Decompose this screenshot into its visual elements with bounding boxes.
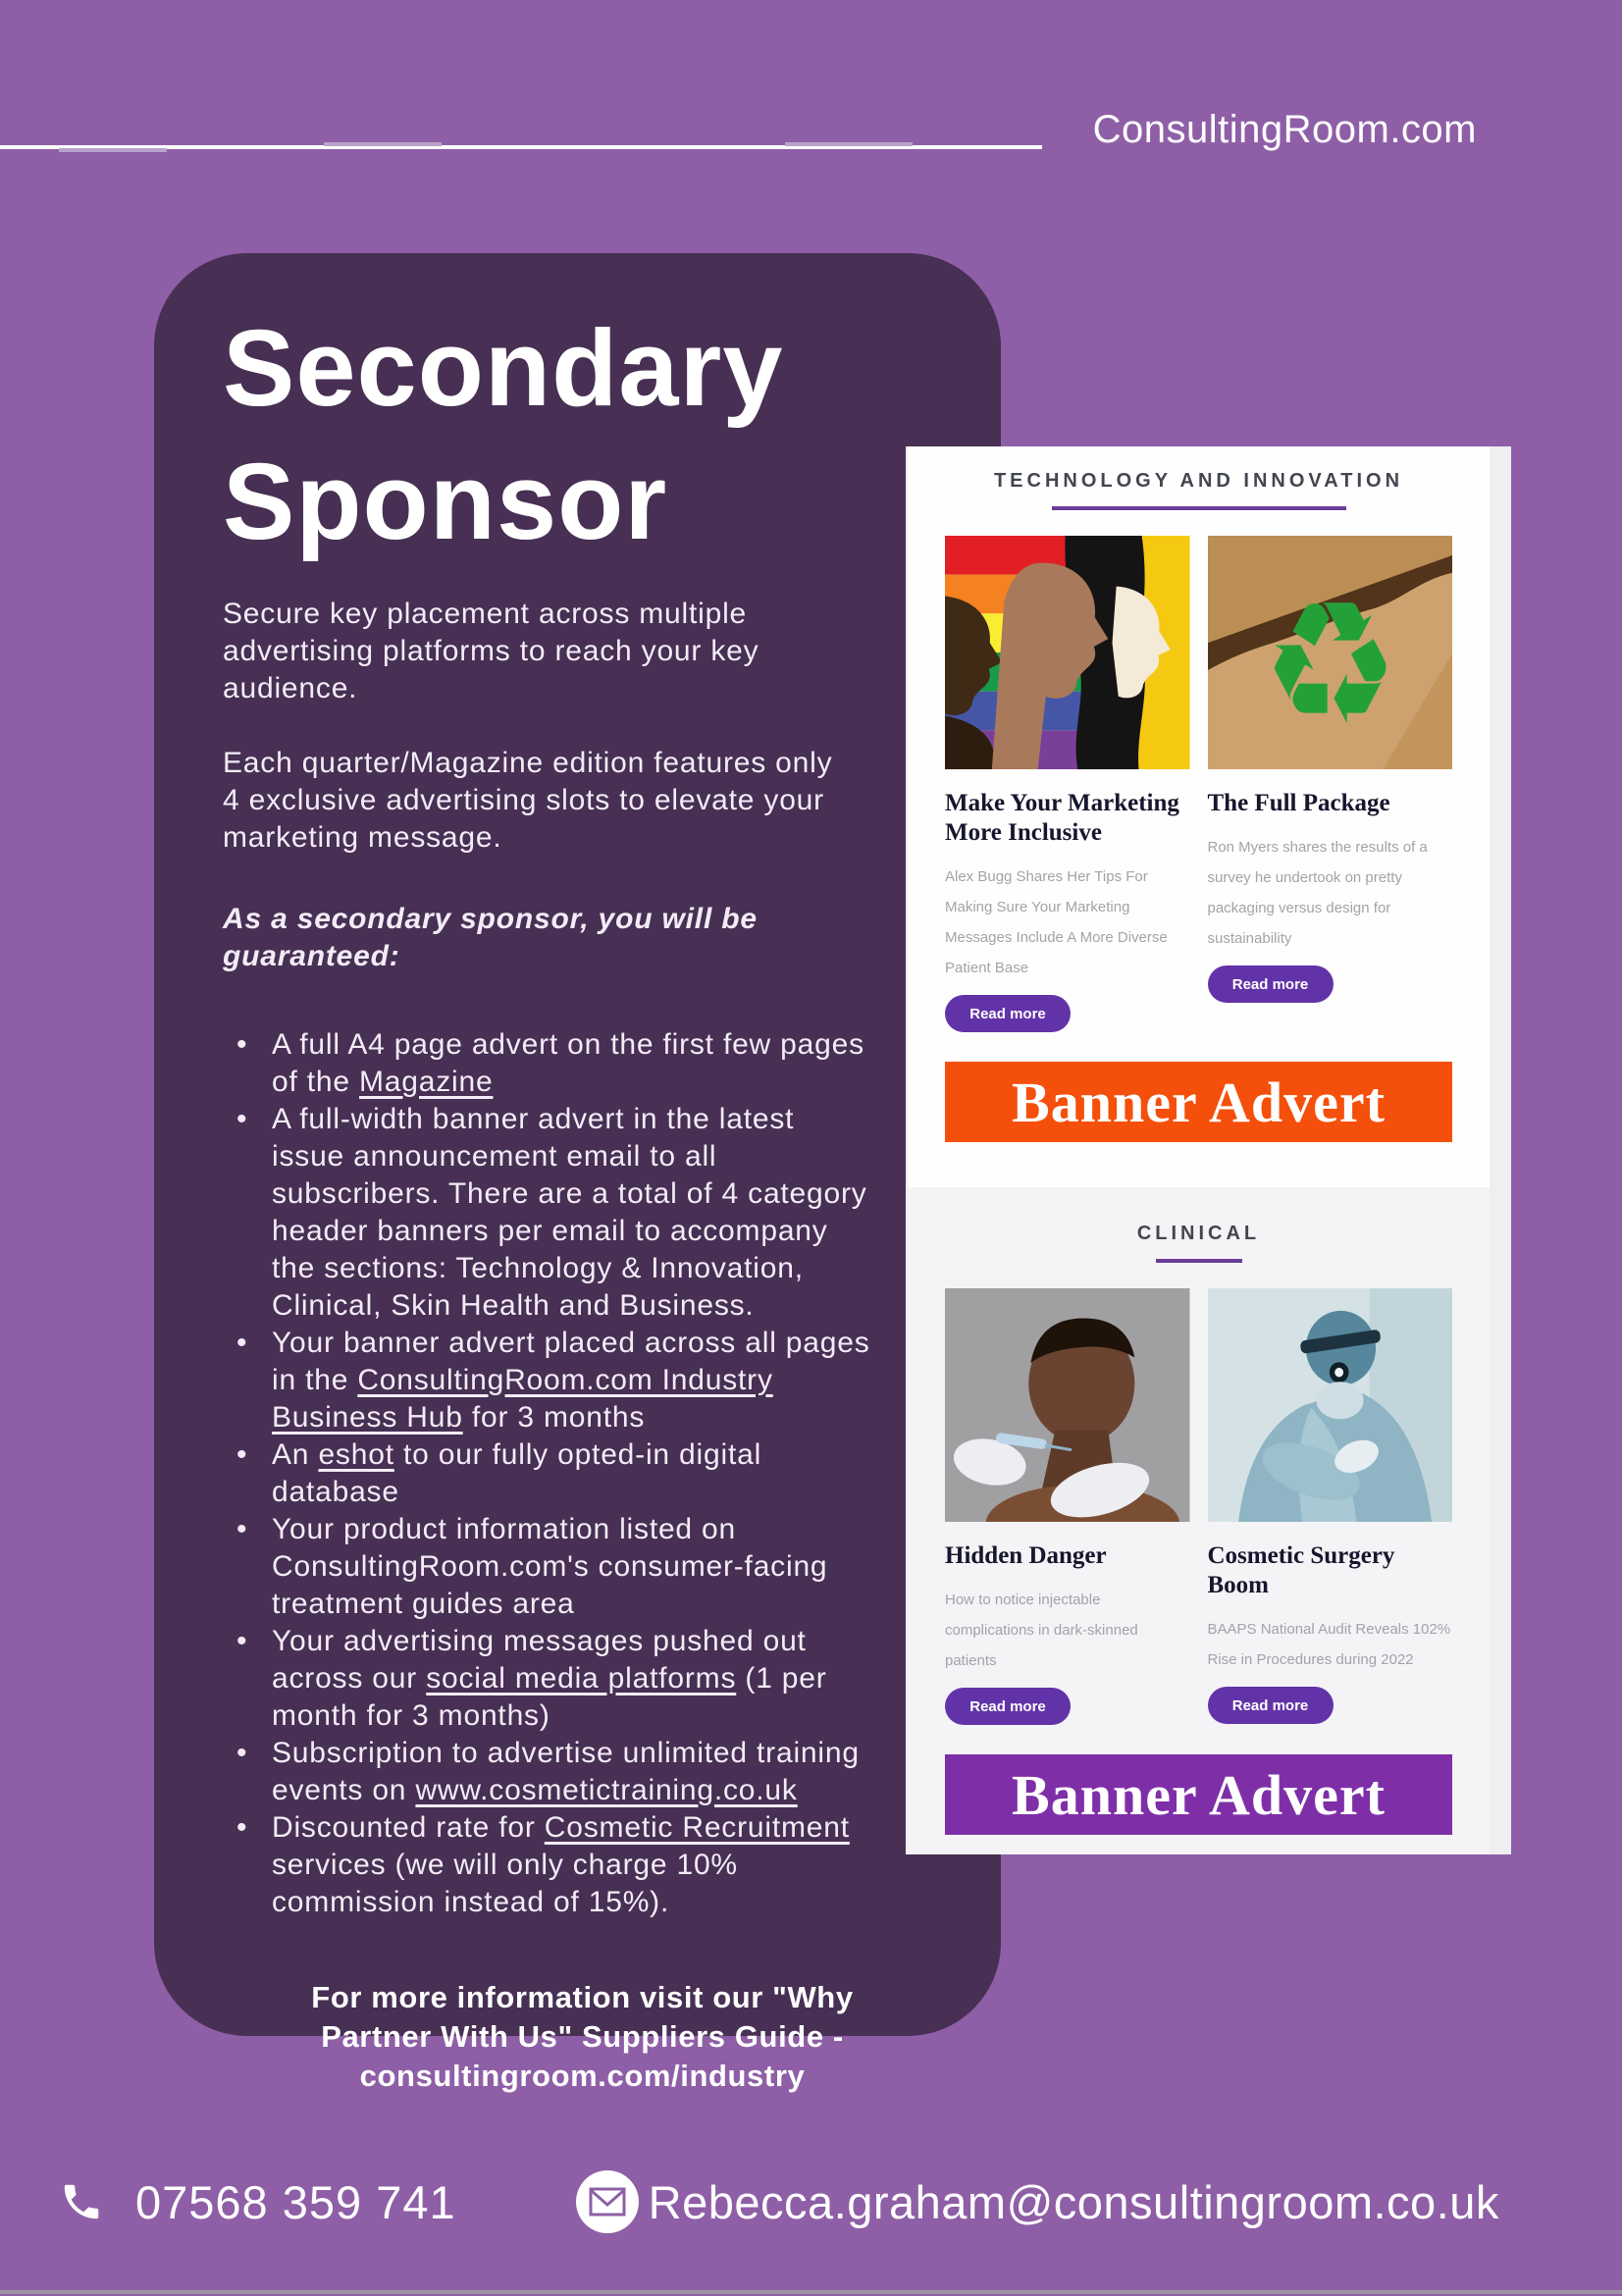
intro-paragraph-1: Secure key placement across multiple advertising platforms to reach your key audience.: [223, 597, 759, 704]
facial-injection-image: [945, 1288, 1190, 1522]
benefit-link[interactable]: Magazine: [359, 1065, 494, 1098]
header-rule-dash: [59, 148, 167, 152]
benefit-item: [223, 1623, 870, 1735]
benefit-item: [223, 1735, 870, 1809]
benefit-text: Subscription to advertise unlimited training events on: [272, 1736, 860, 1806]
email-preview-panel: [906, 446, 1511, 1854]
envelope-icon: [576, 2170, 639, 2233]
section-title: CLINICAL: [1136, 1223, 1261, 1244]
article-card: [945, 536, 1190, 1032]
recycle-cardboard-image: [1208, 536, 1453, 769]
info-footer-note-line-1: For more information visit our "Why Partner With Us" Suppliers Guide -: [311, 1979, 854, 2054]
brand-text: ConsultingRoom.com: [1092, 108, 1477, 151]
guarantee-heading: As a secondary sponsor, you will be guaranteed:: [223, 902, 758, 972]
benefit-item: [223, 1809, 870, 1921]
benefit-link[interactable]: eshot: [318, 1437, 394, 1471]
header-rule: [0, 145, 1042, 149]
benefit-text: Your product information listed on ConsultingRoom.com's consumer-facing treatment guides area: [272, 1512, 828, 1620]
benefit-text: A full-width banner advert in the latest issue announcement email to all subscribers. There are a total of 4 category header banners per email to accompany the sections: Technology & Innovation, Clinical, Skin Health and Business.: [272, 1102, 867, 1322]
benefit-item: [223, 1101, 870, 1325]
article-card: [1208, 1288, 1453, 1725]
banner-advert-orange[interactable]: Banner Advert: [945, 1062, 1452, 1142]
benefit-text: A full A4 page advert on the first few pages of the: [272, 1027, 864, 1098]
diversity-faces-image: [945, 536, 1190, 769]
section-title: TECHNOLOGY AND INNOVATION: [993, 470, 1404, 492]
read-more-button[interactable]: Read more: [1208, 965, 1334, 1003]
benefit-text: Your advertising messages pushed out across our: [272, 1624, 807, 1695]
sponsor-card: [154, 253, 1001, 2093]
benefit-text: Your banner advert placed across all pages in the: [272, 1326, 870, 1396]
benefit-link[interactable]: Cosmetic Recruitment: [544, 1810, 850, 1844]
contact-bar: [59, 2166, 1560, 2237]
page-title-line-2: Sponsor: [223, 442, 668, 563]
article-heading: The Full Package: [1207, 790, 1390, 816]
benefit-item: [223, 1325, 870, 1436]
section-title-rule: [1052, 506, 1346, 510]
phone-number[interactable]: 07568 359 741: [135, 2175, 456, 2228]
header-rule-dash: [324, 142, 442, 146]
article-heading: Make Your Marketing More Inclusive: [945, 790, 1179, 846]
read-more-button[interactable]: Read more: [945, 1688, 1071, 1725]
benefit-text: to our fully opted-in digital database: [272, 1437, 762, 1508]
benefit-item: [223, 1026, 870, 1101]
benefit-text: An: [272, 1437, 319, 1471]
email-address[interactable]: Rebecca.graham@consultingroom.co.uk: [648, 2175, 1499, 2228]
benefit-link[interactable]: www.cosmetictraining.co.uk: [415, 1773, 798, 1806]
article-excerpt: Ron Myers shares the results of a survey he undertook on pretty packaging versus design for sustainability: [1207, 839, 1428, 947]
article-row: [945, 536, 1452, 1032]
page-title: [223, 302, 942, 570]
section-clinical: [908, 1187, 1490, 1854]
benefit-text: for 3 months: [462, 1400, 646, 1434]
benefit-text: Discounted rate for: [272, 1810, 545, 1844]
article-heading: Hidden Danger: [945, 1542, 1107, 1569]
benefit-text: services (we will only charge 10% commission instead of 15%).: [272, 1848, 738, 1918]
article-card: [1208, 536, 1453, 1032]
benefits-list: [223, 1026, 870, 1921]
page-bottom-edge: [0, 2290, 1622, 2294]
page-title-line-1: Secondary: [223, 308, 784, 429]
benefit-item: [223, 1511, 870, 1623]
article-card: [945, 1288, 1190, 1725]
article-excerpt: How to notice injectable complications in dark-skinned patients: [945, 1592, 1138, 1669]
benefit-item: [223, 1436, 870, 1511]
info-footer-note: [269, 1978, 897, 2096]
read-more-button[interactable]: Read more: [1208, 1687, 1334, 1724]
benefit-link[interactable]: ConsultingRoom.com Industry Business Hub: [272, 1363, 773, 1434]
article-heading: Cosmetic Surgery Boom: [1207, 1542, 1395, 1598]
article-excerpt: Alex Bugg Shares Her Tips For Making Sure Your Marketing Messages Include A More Diverse Patient Base: [945, 868, 1168, 976]
info-footer-note-line-2: consultingroom.com/industry: [359, 2058, 806, 2093]
intro-paragraph-2: Each quarter/Magazine edition features only 4 exclusive advertising slots to elevate your marketing message.: [223, 746, 833, 854]
benefit-link[interactable]: social media platforms: [426, 1661, 737, 1695]
article-excerpt: BAAPS National Audit Reveals 102% Rise in Procedures during 2022: [1207, 1621, 1451, 1668]
phone-icon: [59, 2179, 104, 2224]
benefit-text: (1 per month for 3 months): [272, 1661, 827, 1732]
surgeon-theatre-image: [1208, 1288, 1453, 1522]
section-technology-innovation: [908, 446, 1490, 1187]
section-title-rule: [1156, 1259, 1242, 1263]
header-rule-dash: [785, 142, 913, 146]
banner-advert-purple[interactable]: Banner Advert: [945, 1754, 1452, 1835]
svg-text:♻: ♻: [1261, 564, 1399, 763]
read-more-button[interactable]: Read more: [945, 995, 1071, 1032]
article-row: [945, 1288, 1452, 1725]
